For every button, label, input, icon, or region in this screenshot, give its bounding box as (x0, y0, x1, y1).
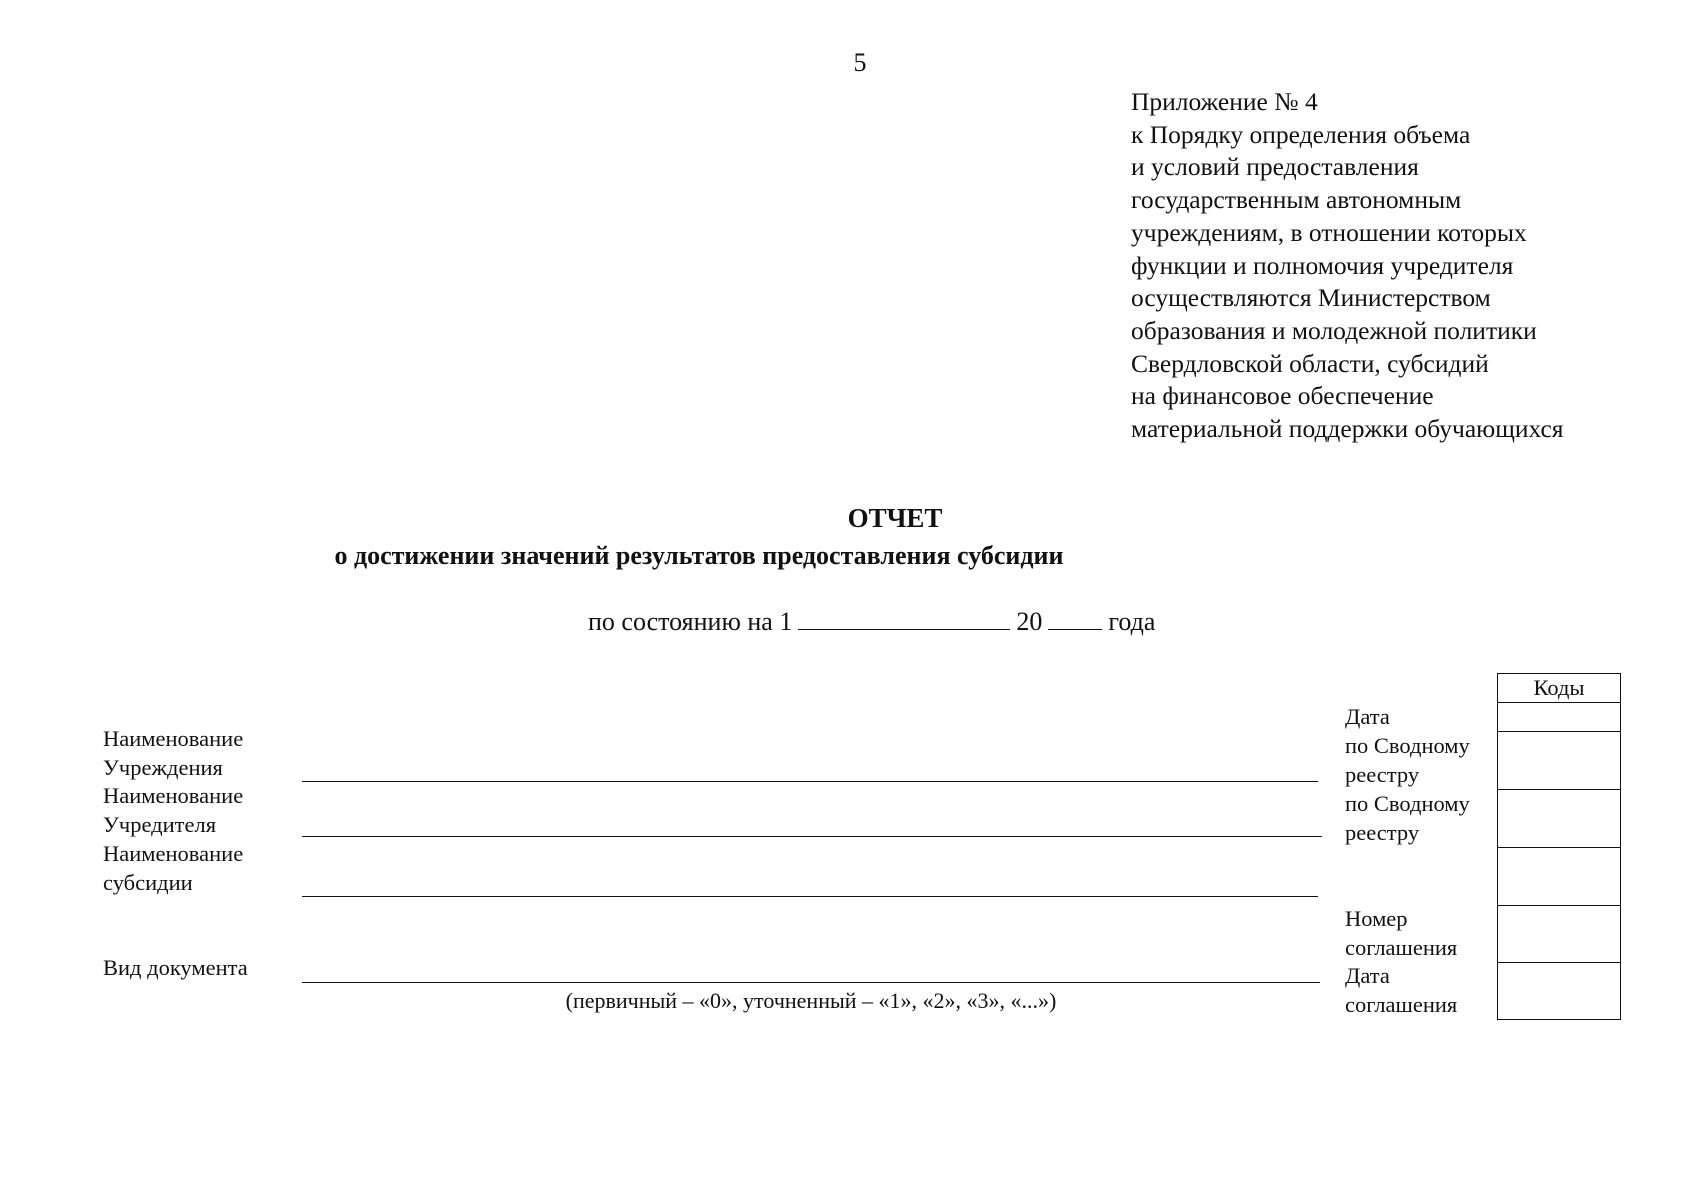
page-number: 5 (853, 48, 867, 77)
agreement-date-label-line1: Дата (1345, 963, 1390, 988)
appendix-line: осуществляются Министерством (1131, 283, 1491, 313)
founder-field[interactable] (302, 836, 1322, 837)
registry1-label-line2: реестру (1345, 761, 1420, 787)
agreement-number-label-line2: соглашения (1345, 934, 1458, 960)
appendix-line: и условий предоставления (1131, 152, 1419, 182)
founder-label-line1: Наименование (103, 783, 244, 808)
registry1-label-line1: по Сводному (1345, 733, 1470, 758)
agreement-date-label-line2: соглашения (1345, 991, 1458, 1017)
appendix-line: государственным автономным (1131, 185, 1462, 215)
as-of-year-blank[interactable] (1048, 607, 1102, 630)
appendix-line: на финансовое обеспечение (1131, 381, 1434, 411)
codes-cell-registry1[interactable] (1498, 731, 1620, 789)
appendix-line: Приложение № 4 (1131, 87, 1318, 116)
registry2-label-line2: реестру (1345, 819, 1420, 845)
codes-cell-agreement-number[interactable] (1498, 905, 1620, 962)
registry1-label (1345, 732, 1470, 789)
subsidy-label (103, 840, 243, 897)
subsidy-label-line1: Наименование (103, 841, 244, 866)
codes-cell-agreement-date[interactable] (1498, 962, 1620, 1019)
as-of-suffix: года (1108, 607, 1156, 636)
doc-type-hint: (первичный – «0», уточненный – «1», «2», «3», «...») (565, 988, 1057, 1013)
as-of-date-line (588, 607, 1155, 637)
codes-header: Коды (1533, 675, 1585, 700)
appendix-line: материальной поддержки обучающихся (1131, 414, 1564, 444)
registry2-label-line1: по Сводному (1345, 791, 1470, 816)
subsidy-label-line2: субсидии (103, 869, 193, 895)
codes-cell-registry2[interactable] (1498, 789, 1620, 847)
institution-field[interactable] (302, 781, 1318, 782)
appendix-line: Свердловской области, субсидий (1131, 348, 1489, 378)
appendix-line: к Порядку определения объема (1131, 119, 1471, 149)
as-of-month-blank[interactable] (798, 607, 1010, 630)
appendix-line: образования и молодежной политики (1131, 315, 1537, 345)
report-title: ОТЧЕТ (847, 503, 943, 533)
doc-type-field[interactable] (302, 982, 1320, 983)
appendix-line: функции и полномочия учредителя (1131, 250, 1514, 280)
registry2-label (1345, 790, 1470, 847)
institution-label-line2: Учреждения (103, 754, 223, 780)
as-of-prefix: по состоянию на 1 (588, 607, 793, 636)
codes-cell-empty[interactable] (1498, 847, 1620, 905)
doc-type-label: Вид документа (103, 955, 248, 980)
institution-label (103, 725, 243, 782)
as-of-year-prefix: 20 (1016, 607, 1043, 636)
agreement-date-label (1345, 962, 1457, 1019)
codes-cell-date[interactable] (1498, 702, 1620, 731)
founder-label-line2: Учредителя (103, 811, 217, 837)
appendix-line: учреждениям, в отношении которых (1131, 217, 1527, 247)
subsidy-field[interactable] (302, 896, 1318, 897)
date-label: Дата (1345, 704, 1390, 729)
appendix-header (1131, 86, 1564, 446)
agreement-number-label (1345, 905, 1457, 962)
founder-label (103, 782, 243, 839)
agreement-number-label-line1: Номер (1345, 906, 1408, 931)
codes-table (1497, 673, 1621, 1020)
report-subtitle: о достижении значений результатов предоставления субсидии (334, 541, 1064, 570)
institution-label-line1: Наименование (103, 726, 244, 751)
